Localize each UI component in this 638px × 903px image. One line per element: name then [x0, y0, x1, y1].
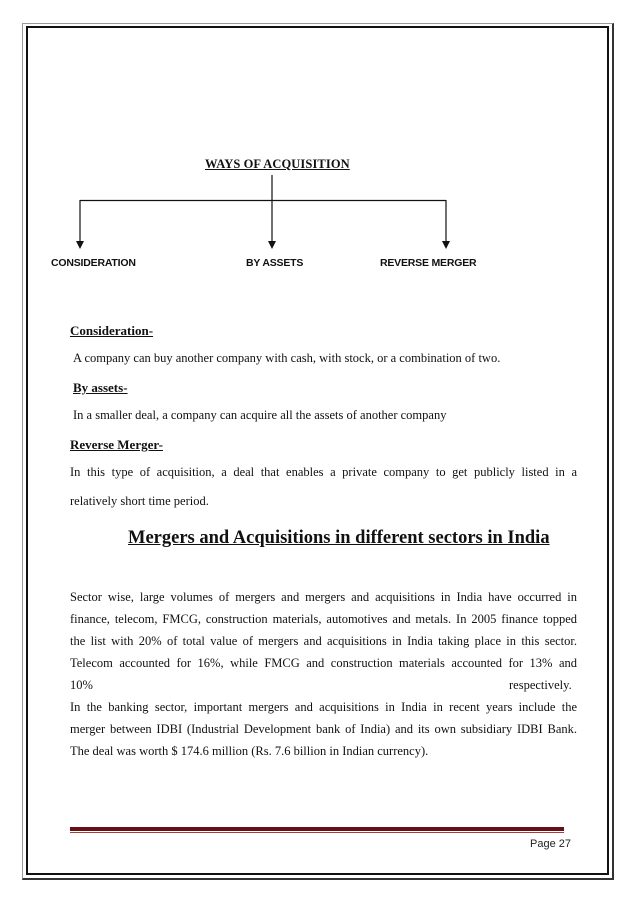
branch-reverse-merger: REVERSE MERGER	[380, 257, 477, 269]
footer-rule-thin	[70, 832, 564, 833]
paragraph-line: Telecom accounted for 16%, while FMCG and construction materials accounted for 13% and	[70, 656, 577, 670]
paragraph-line: the list with 20% of total value of mergers and acquisitions in India taking place in this sector.	[70, 634, 577, 648]
paragraph-line: Sector wise, large volumes of mergers and mergers and acquisitions in India have occurred in	[70, 590, 577, 604]
paragraph-line: In the banking sector, important mergers and acquisitions in India in recent years include the	[70, 700, 577, 714]
diagram-title: WAYS OF ACQUISITION	[205, 157, 350, 171]
paragraph-line: The deal was worth $ 174.6 million (Rs. 7.6 billion in Indian currency).	[70, 744, 429, 758]
arrow-down-icon	[76, 241, 84, 249]
paragraph-line: merger between IDBI (Industrial Development bank of India) and its own subsidiary IDBI Bank.	[70, 722, 577, 736]
paragraph-line: 10%	[70, 678, 93, 692]
consideration-heading: Consideration-	[70, 323, 154, 338]
consideration-text: A company can buy another company with cash, with stock, or a combination of two.	[73, 351, 501, 365]
branch-by-assets: BY ASSETS	[246, 257, 304, 269]
reverse-merger-text-line-1: In this type of acquisition, a deal that enables a private company to get publicly listed in a	[70, 465, 577, 479]
arrow-down-icon	[268, 241, 276, 249]
arrow-down-icon	[442, 241, 450, 249]
footer-rule	[70, 827, 564, 831]
by-assets-heading: By assets-	[73, 380, 128, 395]
paragraph-line: respectively.	[509, 678, 572, 692]
by-assets-text: In a smaller deal, a company can acquire all the assets of another company	[73, 408, 447, 422]
paragraph-line: finance, telecom, FMCG, construction materials, automotives and metals. In 2005 finance topped	[70, 612, 577, 626]
branch-consideration: CONSIDERATION	[51, 257, 136, 269]
section-title: Mergers and Acquisitions in different sectors in India	[128, 528, 550, 548]
reverse-merger-text-line-2: relatively short time period.	[70, 494, 209, 508]
reverse-merger-heading: Reverse Merger-	[70, 437, 163, 452]
page-number: Page 27	[530, 838, 571, 850]
